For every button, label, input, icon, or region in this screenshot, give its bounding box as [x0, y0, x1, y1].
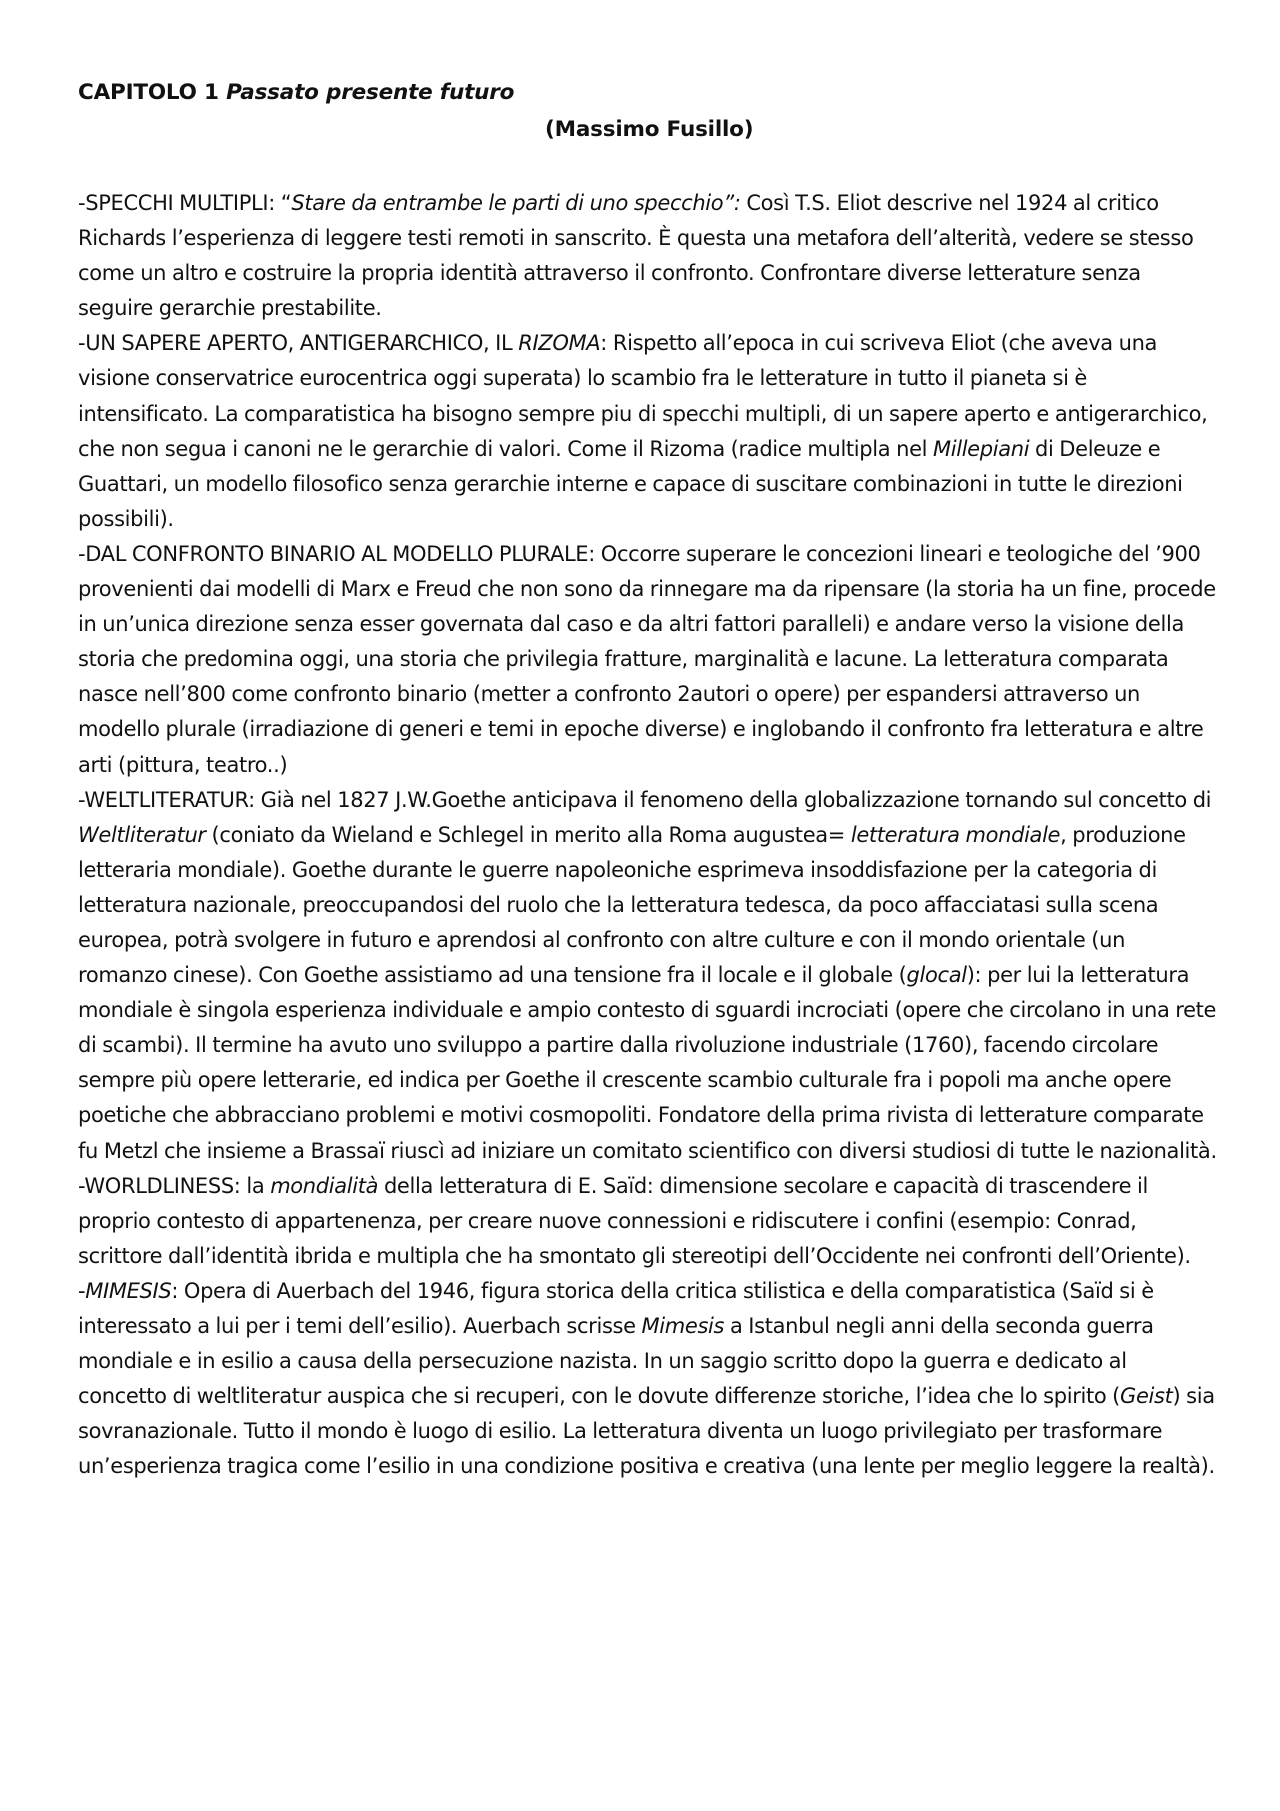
paragraph [78, 537, 1218, 783]
chapter-title: Passato presente futuro [226, 80, 515, 105]
text-run: a Istanbul negli anni della seconda guerra mondiale e in esilio a causa della persecuzione nazista. In un saggio scritto dopo la guerra e dedicato al concetto di weltliteratur auspica che si recuperi, con le dovute differenze storiche, l’idea che lo spirito ( [78, 1314, 1154, 1409]
paragraph [78, 1169, 1218, 1274]
text-run: : Rispetto all’epoca in cui scriveva Eliot (che aveva una visione conservatrice eurocentrica oggi superata) lo scambio fra le letterature in tutto il pianeta si è intensificato. La comparatistica ha bisogno sempre piu di specchi multipli, di un sapere aperto e antigerarchico, che non segua i canoni ne le gerarchie di valori. Come il Rizoma (radice multipla nel [78, 331, 1208, 461]
paragraph [78, 783, 1218, 1169]
paragraph [78, 326, 1218, 537]
body-text [78, 186, 1218, 1484]
chapter-label: CAPITOLO 1 [78, 80, 219, 105]
text-run: -WORLDLINESS: la [78, 1173, 271, 1198]
italic-text: RIZOMA [518, 331, 601, 356]
text-run: : Opera di Auerbach del 1946, figura storica della critica stilistica e della comparatistica (Saïd si è interessato a lui per i temi dell’esilio). Auerbach scrisse [78, 1278, 1154, 1338]
text-run: di Deleuze e Guattari, un modello filosofico senza gerarchie interne e capace di suscitare combinazioni in tutte le direzioni possibili). [78, 436, 1183, 531]
text-run: - [78, 1278, 86, 1303]
text-run: Così T.S. Eliot descrive nel 1924 al critico Richards l’esperienza di leggere testi remoti in sanscrito. È questa una metafora dell’alterità, vedere se stesso come un altro e costruire la propria identità attraverso il confronto. Confrontare diverse letterature senza seguire gerarchie prestabilite. [78, 191, 1194, 321]
italic-text: Millepiani [932, 436, 1030, 461]
text-run: -SPECCHI MULTIPLI: “ [78, 191, 292, 215]
text-run: -DAL CONFRONTO BINARIO AL MODELLO PLURALE: Occorre superare le concezioni lineari e teologiche del ’900 provenienti dai modelli di Marx e Freud che non sono da rinnegare ma da ripensare (la storia ha un fine, procede in un’unica direzione senza esser governata dal caso e da altri fattori paralleli) e andare verso la visione della storia che predomina oggi, una storia che privilegia fratture, marginalità e lacune. La letteratura comparata nasce nell’800 come confronto binario (metter a confronto 2autori o opere) per espandersi attraverso un modello plurale (irradiazione di generi e temi in epoche diverse) e inglobando il confronto fra letteratura e altre arti (pittura, teatro..) [78, 541, 1216, 777]
text-run: -WELTLITERATUR: Già nel 1827 J.W.Goethe anticipava il fenomeno della globalizzazione tornando sul concetto di [78, 787, 1212, 812]
italic-text: Stare da entrambe le parti di uno specchio”: [291, 191, 741, 215]
text-run: -UN SAPERE APERTO, ANTIGERARCHICO, IL [78, 331, 519, 356]
text-run: ) sia sovranazionale. Tutto il mondo è luogo di esilio. La letteratura diventa un luogo privilegiato per trasformare un’esperienza tragica come l’esilio in una condizione positiva e creativa (una lente per meglio leggere la realtà). [78, 1384, 1215, 1479]
italic-text: MIMESIS [85, 1278, 172, 1303]
text-run: della letteratura di E. Saïd: dimensione secolare e capacità di trascendere il proprio contesto di appartenenza, per creare nuove connessioni e ridiscutere i confini (esempio: Conrad, scrittore dall’identità ibrida e multipla che ha smontato gli stereotipi dell’Occidente nei confronti dell’Oriente). [78, 1173, 1191, 1268]
italic-text: letteratura mondiale [850, 822, 1061, 847]
text-run: ): per lui la letteratura mondiale è singola esperienza individuale e ampio contesto di sguardi incrociati (opere che circolano in una rete di scambi). Il termine ha avuto uno sviluppo a partire dalla rivoluzione industriale (1760), facendo circolare sempre più opere letterarie, ed indica per Goethe il crescente scambio culturale fra i popoli ma anche opere poetiche che abbracciano problemi e motivi cosmopoliti. Fondatore della prima rivista di letterature comparate fu Metzl che insieme a Brassaï riuscì ad iniziare un comitato scientifico con diversi studiosi di tutte le nazionalità. [78, 963, 1217, 1163]
italic-text: Mimesis [641, 1314, 725, 1338]
paragraph [78, 186, 1218, 326]
author-name: (Massimo Fusillo) [545, 117, 754, 142]
chapter-heading [78, 80, 514, 105]
text-run: , produzione letteraria mondiale). Goethe durante le guerre napoleoniche esprimeva insoddisfazione per la categoria di letteratura nazionale, preoccupandosi del ruolo che la letteratura tedesca, da poco affacciatasi sulla scena europea, potrà svolgere in futuro e aprendosi al confronto con altre culture e con il mondo orientale (un romanzo cinese). Con Goethe assistiamo ad una tensione fra il locale e il globale ( [78, 822, 1186, 988]
italic-text: mondialità [270, 1173, 379, 1198]
italic-text: Geist [1120, 1384, 1173, 1409]
italic-text: glocal [906, 963, 967, 988]
italic-text: Weltliteratur [78, 822, 206, 847]
text-run: (coniato da Wieland e Schlegel in merito alla Roma augustea= [205, 822, 851, 847]
paragraph [78, 1274, 1218, 1485]
